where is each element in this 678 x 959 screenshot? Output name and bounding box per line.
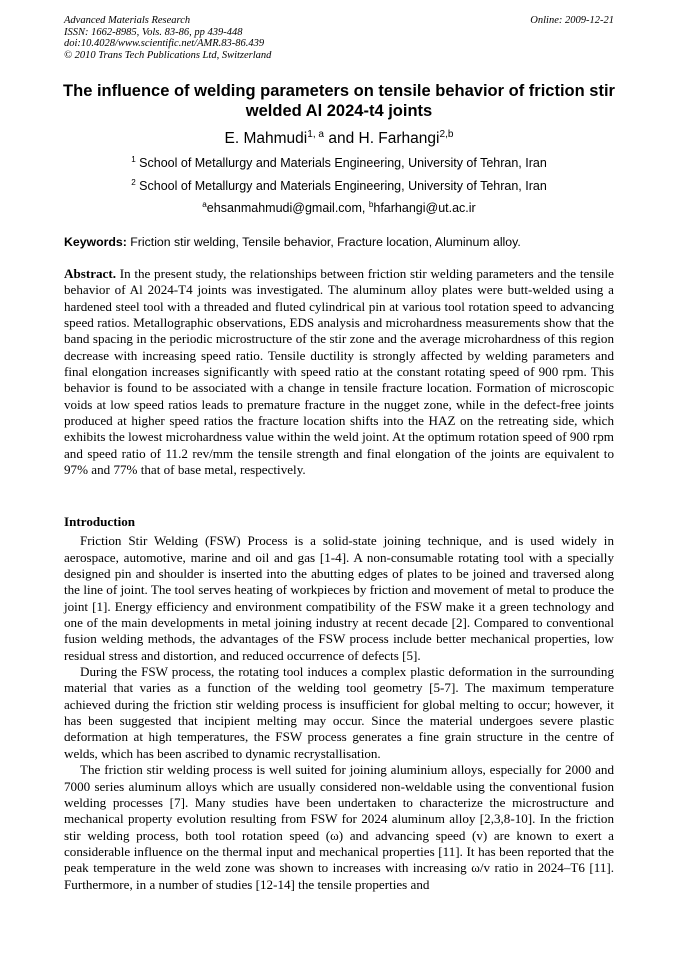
paper-title: The influence of welding parameters on tensile behavior of friction stir welded Al 2024-t4 joints — [63, 82, 615, 120]
journal-header — [64, 15, 271, 61]
aff-sup: 1 — [131, 154, 136, 164]
email-a[interactable]: ehsanmahmudi@gmail.com, — [206, 201, 369, 215]
introduction-section — [64, 514, 614, 893]
authors-and: and — [324, 130, 359, 147]
aff-text: School of Metallurgy and Materials Engineering, University of Tehran, Iran — [135, 156, 547, 170]
aff-text: School of Metallurgy and Materials Engineering, University of Tehran, Iran — [135, 179, 547, 193]
authors — [0, 130, 678, 148]
doi: doi:10.4028/www.scientific.net/AMR.83-86.439 — [64, 38, 265, 49]
online-date: Online: 2009-12-21 — [530, 15, 614, 26]
keywords-text: Friction stir welding, Tensile behavior, Fracture location, Aluminum alloy. — [126, 235, 521, 249]
abstract-label: Abstract. — [64, 266, 116, 281]
author-1-sup: 1, a — [307, 128, 325, 140]
paragraph: During the FSW process, the rotating tool induces a complex plastic deformation in the surrounding material that varies as a function of the welding tool geometry [5-7]. The maximum temperature achieved during the friction stir welding process is insufficient for global melting to occur; however, it has been suggested that incipient melting may occur. Since the material undergoes severe plastic deformation at high temperatures, the FSW process generates a fine grain structure in the centre of welds, which has been ascribed to dynamic recrystallisation. — [64, 664, 614, 761]
author-2: H. Farhangi — [358, 130, 440, 147]
section-heading: Introduction — [64, 514, 136, 529]
paragraph: Friction Stir Welding (FSW) Process is a solid-state joining technique, and is used widely in aerospace, automotive, marine and oil and gas [1-4]. A non-consumable rotating tool with a specially designed pin and shoulder is inserted into the abutting edges of plates to be joined and traversed along the line of joint. The tool serves heating of workpieces by friction and movement of metal to produce the joint [1]. Energy efficiency and environment compatibility of the FSW make it a green technology and one of the main developments in metal joining industry at recent decade [2]. Compared to conventional fusion welding methods, the advantages of the FSW process include better mechanical properties, low residual stress and distortion, and reduced occurrence of defects [5]. — [64, 533, 614, 663]
keywords-label: Keywords: — [64, 235, 127, 249]
email-b[interactable]: hfarhangi@ut.ac.ir — [373, 201, 476, 215]
author-2-sup: 2,b — [439, 128, 454, 140]
affiliation-2 — [0, 179, 678, 193]
paragraph: The friction stir welding process is well suited for joining aluminium alloys, especially for 2000 and 7000 series aluminum alloys which are usually considered non-weldable using the conventional fusion welding processes [7]. Many studies have been undertaken to characterize the microstructure and mechanical property evolution resulting from FSW for 2024 aluminum alloy [2,3,8-10]. In the friction stir welding process, both tool rotation speed (ω) and advancing speed (v) are known to exert a considerable influence on the thermal input and mechanical properties [11]. It has been reported that the peak temperature in the weld zone was shown to increases with increasing ω/v ratio in 2024–T6 [11]. Furthermore, in a number of studies [12-14] the tensile properties and — [64, 762, 614, 892]
affiliation-1 — [0, 156, 678, 170]
keywords — [64, 235, 521, 249]
email-sup: a — [202, 199, 207, 209]
author-1: E. Mahmudi — [224, 130, 308, 147]
abstract-text: In the present study, the relationships between friction stir welding parameters and the tensile behavior of Al 2024-T4 joints was investigated. The aluminum alloy plates were butt-welded using a hardened steel tool with a threaded and fluted cylindrical pin at various tool rotation speed to advancing speed ratios. Metallographic observations, EDS analysis and microhardness measurements show that the band spacing in the periodic microstructure of the stir zone and the average microhardness of this region decrease with increasing speed ratio. Tensile ductility is strongly affected by welding parameters and final elongation increases significantly with speed ratio at the constant rotating speed of 900 rpm. This behavior is found to be associated with a change in tensile fracture location. Formation of microscopic voids at low speed ratios leads to premature fracture in the nugget zone, while in the defect-free joints produced at higher speed ratios the fracture location shifts into the HAZ on the retreating side, which exhibits the lowest microhardness value within the weld joint. At the optimum rotation speed of 900 rpm and speed ratio of 11.2 rev/mm the tensile strength and final elongation of the joints are equivalent to 97% and 77% that of base metal, respectively. — [64, 266, 614, 478]
issn: ISSN: 1662-8985, Vols. 83-86, pp 439-448 — [64, 26, 243, 38]
emails — [0, 201, 678, 215]
abstract — [64, 266, 614, 478]
journal-name: Advanced Materials Research — [64, 15, 191, 26]
aff-sup: 2 — [131, 177, 136, 187]
copyright: © 2010 Trans Tech Publications Ltd, Switzerland — [64, 49, 272, 61]
email-sup: b — [368, 199, 374, 209]
